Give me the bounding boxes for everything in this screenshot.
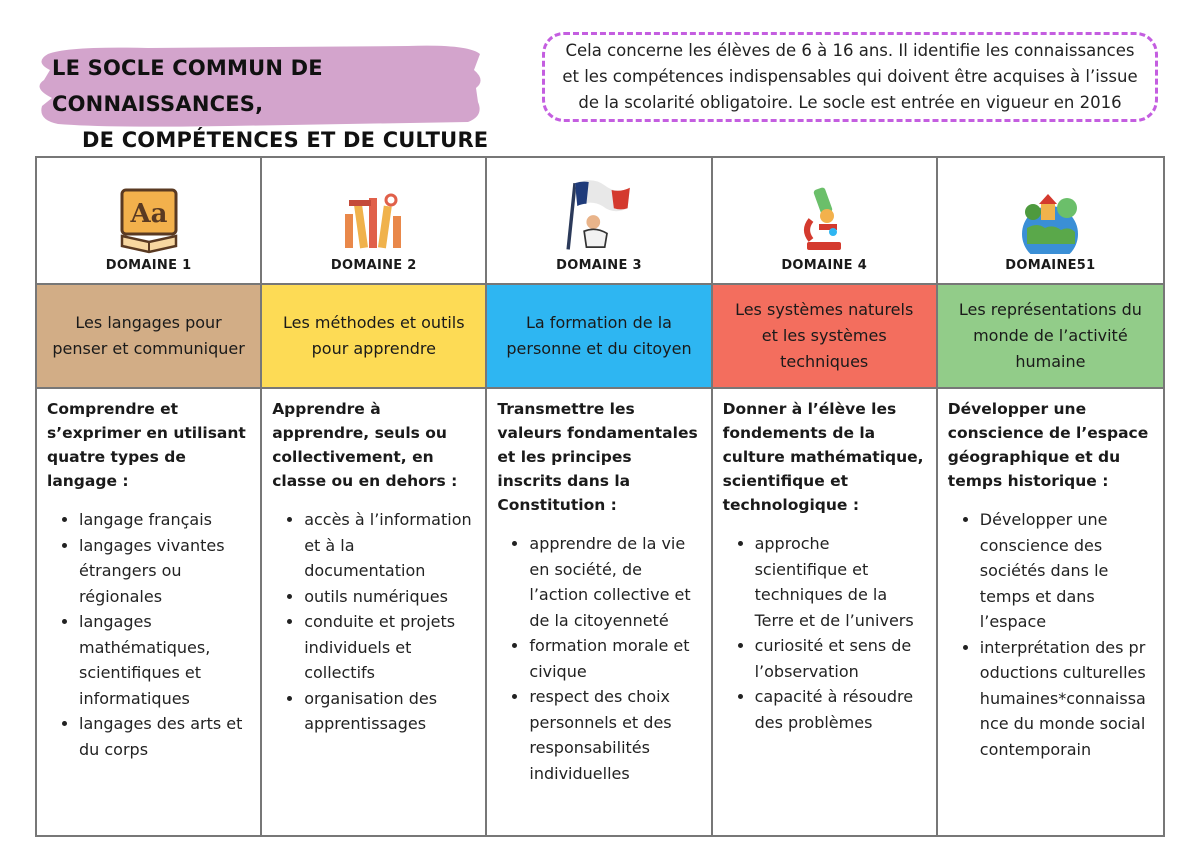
domaine-2-list: [272, 507, 475, 737]
list-item: • langages mathématiques, scientifiques et informatiques: [79, 609, 250, 711]
domaine-3-list: [497, 531, 700, 786]
list-item: • capacité à résoudre des problèmes: [755, 684, 926, 735]
title-banner: [28, 40, 489, 152]
domaine-4-content: [713, 389, 938, 835]
domaine-2-heading: Les méthodes et outils pour apprendre: [262, 285, 487, 389]
domaine-1-intro: Comprendre et s’exprimer en utilisant quatre types de langage :: [47, 400, 246, 490]
list-item: • apprendre de la vie en société, de l’action collective et de la citoyenneté: [529, 531, 700, 633]
microscope-icon: [789, 184, 859, 254]
domaine-5-label: DOMAINE51: [1005, 258, 1096, 273]
list-item: • accès à l’information et à la documentation: [304, 507, 475, 584]
domaine-3-header: [487, 158, 712, 285]
domaine-3-intro: Transmettre les valeurs fondamentales et les principes inscrits dans la Constitution :: [497, 400, 698, 514]
title-line-2: DE COMPÉTENCES ET DE CULTURE: [82, 128, 489, 152]
intro-line-3: de la scolarité obligatoire. Le socle est entrée en vigueur en 2016: [578, 93, 1122, 112]
list-item: • respect des choix personnels et des responsabilités individuelles: [529, 684, 700, 786]
list-item: • curiosité et sens de l’observation: [755, 633, 926, 684]
svg-text:Aa: Aa: [130, 199, 168, 229]
domaine-4-header: [713, 158, 938, 285]
alphabet-book-icon: [114, 184, 184, 254]
list-item: • conduite et projets individuels et collectifs: [304, 609, 475, 686]
intro-line-1: Cela concerne les élèves de 6 à 16 ans. Il identifie les connaissances: [565, 41, 1135, 60]
domaine-1-header: [37, 158, 262, 285]
domaine-1-label: DOMAINE 1: [105, 258, 192, 273]
list-item: • interprétation des productions culturelles humaines*connaissance du monde social contemporain: [980, 635, 1153, 763]
list-item: • Développer une conscience des sociétés dans le temps et dans l’espace: [980, 507, 1153, 635]
title-line-1: LE SOCLE COMMUN DE CONNAISSANCES,: [52, 56, 323, 116]
domaine-4-label: DOMAINE 4: [781, 258, 868, 273]
intro-box: [542, 32, 1158, 122]
earth-houses-icon: [1015, 184, 1085, 254]
domaine-5-intro: Développer une conscience de l’espace géographique et du temps historique :: [947, 400, 1149, 490]
flag-liberty-icon: [559, 174, 639, 254]
list-item: • formation morale et civique: [529, 633, 700, 684]
domaine-4-list: [723, 531, 926, 735]
domaine-5-heading: Les représentations du monde de l’activité humaine: [938, 285, 1163, 389]
list-item: • organisation des apprentissages: [304, 686, 475, 737]
list-item: • langages vivantes étrangers ou régionales: [79, 533, 250, 610]
domaine-1-content: [37, 389, 262, 835]
domaine-2-label: DOMAINE 2: [330, 258, 417, 273]
domaine-4-intro: Donner à l’élève les fondements de la culture mathématique, scientifique et technologique :: [722, 400, 924, 514]
domaine-2-content: [262, 389, 487, 835]
list-item: • langage français: [79, 507, 250, 533]
domaine-2-header: [262, 158, 487, 285]
domaine-5-content: [938, 389, 1163, 835]
tools-icon: [339, 184, 409, 254]
domains-table: [35, 156, 1165, 837]
domaine-4-heading: Les systèmes naturels et les systèmes techniques: [713, 285, 938, 389]
intro-line-2: et les compétences indispensables qui doivent être acquises à l’issue: [562, 67, 1138, 86]
domaine-3-label: DOMAINE 3: [556, 258, 642, 273]
domaine-5-header: [938, 158, 1163, 285]
domaine-1-heading: Les langages pour penser et communiquer: [37, 285, 262, 389]
list-item: • outils numériques: [304, 584, 475, 610]
domaine-2-intro: Apprendre à apprendre, seuls ou collectivement, en classe ou en dehors :: [272, 400, 458, 490]
domaine-3-content: [487, 389, 712, 835]
list-item: • langages des arts et du corps: [79, 711, 250, 762]
domaine-3-heading: La formation de la personne et du citoyen: [487, 285, 712, 389]
page-title: [52, 50, 492, 158]
list-item: • approche scientifique et techniques de la Terre et de l’univers: [755, 531, 926, 633]
domaine-5-list: [948, 507, 1153, 762]
domaine-1-list: [47, 507, 250, 762]
